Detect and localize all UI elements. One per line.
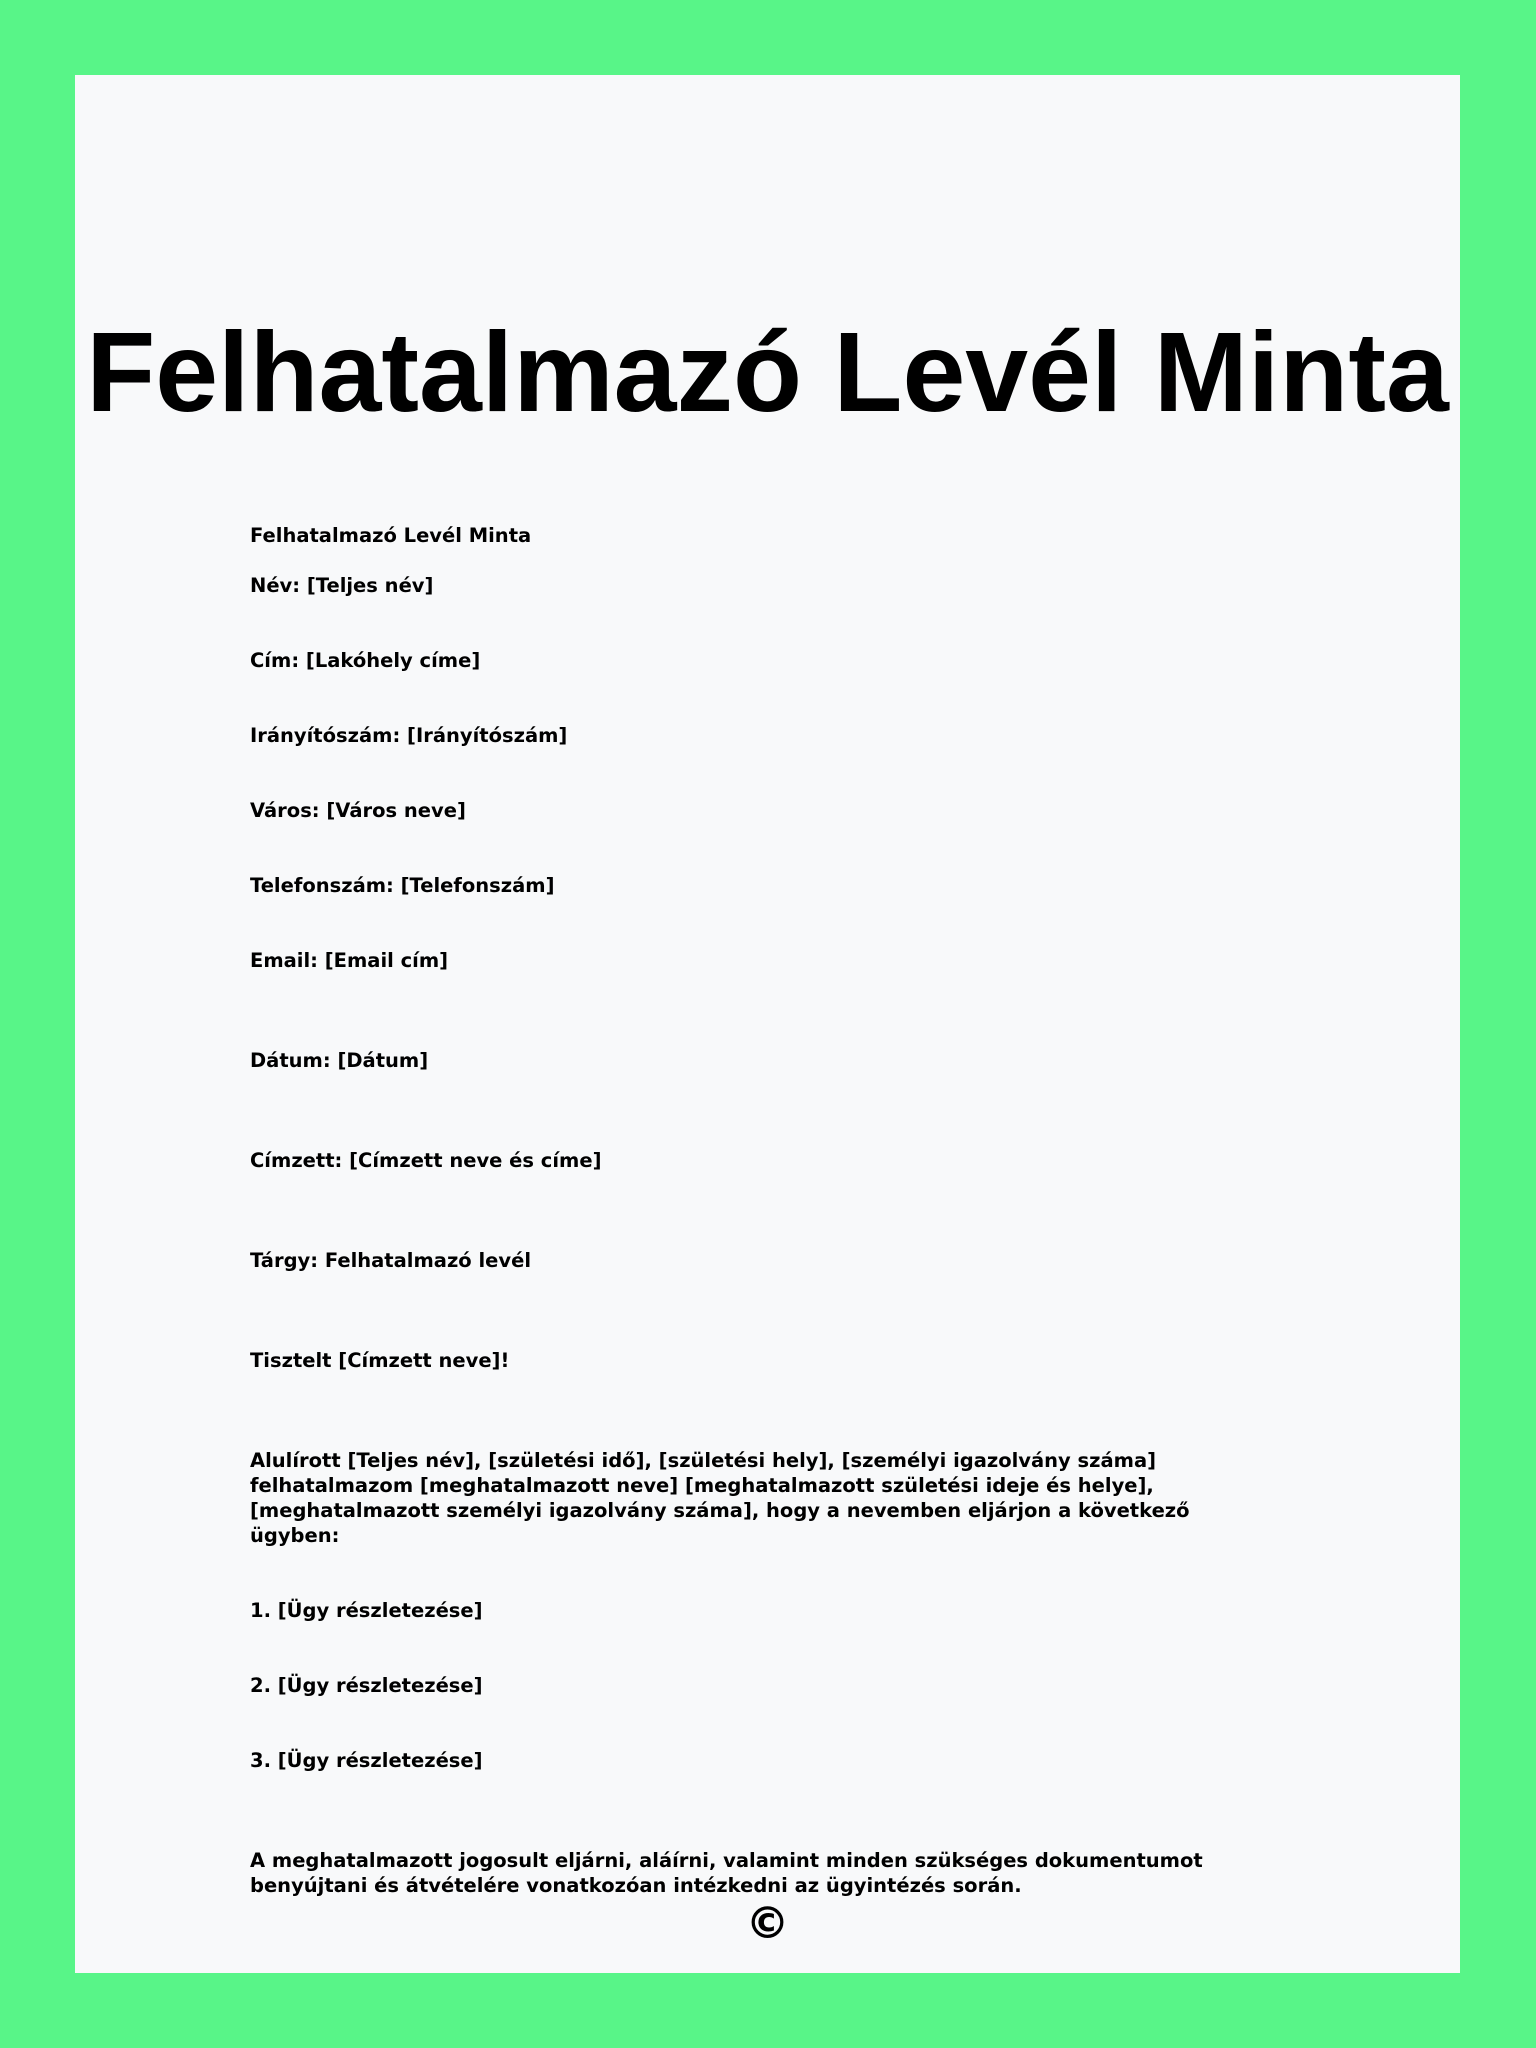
field-email: Email: [Email cím] bbox=[250, 949, 449, 972]
list-item: 3. [Ügy részletezése] bbox=[250, 1749, 483, 1772]
field-date: Dátum: [Dátum] bbox=[250, 1049, 429, 1072]
field-address: Cím: [Lakóhely címe] bbox=[250, 649, 481, 672]
field-subject: Tárgy: Felhatalmazó levél bbox=[250, 1249, 532, 1272]
field-name: Név: [Teljes név] bbox=[250, 574, 434, 597]
body-paragraph: Alulírott [Teljes név], [születési idő], [születési hely], [személyi igazolvány száma] felhatalmazom [meghatalmazott neve] [meghatalmazott születési ideje és helye], [meghatalmazott személyi igazolvány száma], hogy a nevemben eljárjon a következő ügyben: bbox=[250, 1449, 1190, 1547]
list-item: 2. [Ügy részletezése] bbox=[250, 1674, 483, 1697]
letter-heading: Felhatalmazó Levél Minta bbox=[250, 524, 532, 547]
copyright-icon: © bbox=[745, 1898, 790, 1949]
closing-paragraph: A meghatalmazott jogosult eljárni, aláírni, valamint minden szükséges dokumentumot benyújtani és átvételére vonatkozóan intézkedni az ügyintézés során. bbox=[250, 1849, 1203, 1897]
field-phone: Telefonszám: [Telefonszám] bbox=[250, 874, 555, 897]
document-title: Felhatalmazó Levél Minta bbox=[86, 309, 1449, 435]
field-zip: Irányítószám: [Irányítószám] bbox=[250, 724, 568, 747]
field-recipient: Címzett: [Címzett neve és címe] bbox=[250, 1149, 602, 1172]
list-item: 1. [Ügy részletezése] bbox=[250, 1599, 483, 1622]
field-city: Város: [Város neve] bbox=[250, 799, 466, 822]
greeting: Tisztelt [Címzett neve]! bbox=[250, 1349, 510, 1372]
document-page bbox=[75, 75, 1460, 1973]
